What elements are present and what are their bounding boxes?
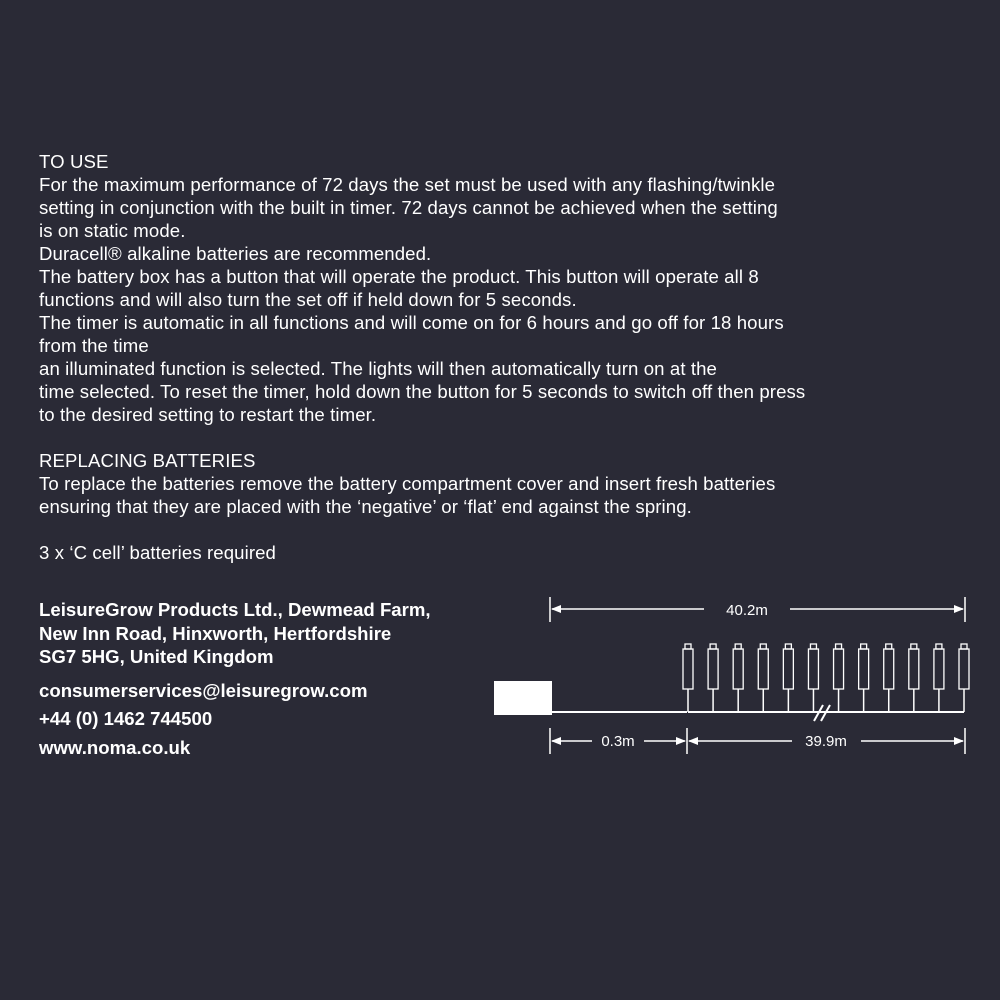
bulb [758, 644, 768, 712]
to-use-line: The battery box has a button that will operate the product. This button will operate all 8 [39, 266, 759, 287]
bulb [783, 644, 793, 712]
address-line: New Inn Road, Hinxworth, Hertfordshire [39, 622, 392, 644]
to-use-line: For the maximum performance of 72 days the set must be used with any flashing/twinkle [39, 174, 776, 195]
address-line: SG7 5HG, United Kingdom [39, 646, 274, 667]
batteries-required: 3 x ‘C cell’ batteries required [39, 542, 277, 563]
to-use-line: time selected. To reset the timer, hold down the button for 5 seconds to switch off then press [39, 381, 806, 402]
total-length-label: 40.2m [726, 602, 768, 619]
to-use-line: from the time [39, 335, 149, 356]
to-use-line: is on static mode. [39, 220, 186, 241]
to-use-line: to the desired setting to restart the timer. [39, 404, 377, 425]
to-use-line: The timer is automatic in all functions and will come on for 6 hours and go off for 18 hours [39, 312, 784, 333]
email-link[interactable]: consumerservices@leisuregrow.com [39, 679, 368, 701]
address-line: LeisureGrow Products Ltd., Dewmead Farm, [39, 599, 431, 620]
phone-number: +44 (0) 1462 744500 [39, 708, 213, 729]
website-link[interactable]: www.noma.co.uk [39, 736, 191, 758]
bulb [859, 644, 869, 712]
to-use-line: functions and will also turn the set off if held down for 5 seconds. [39, 289, 577, 310]
bulb-string [683, 644, 969, 712]
replacing-line: To replace the batteries remove the battery compartment cover and insert fresh batteries [39, 473, 776, 494]
battery-box [494, 681, 552, 715]
bulb [834, 644, 844, 712]
to-use-line: setting in conjunction with the built in timer. 72 days cannot be achieved when the setting [39, 197, 778, 218]
bulb [884, 644, 894, 712]
bulb [909, 644, 919, 712]
bulb [959, 644, 969, 712]
to-use-line: an illuminated function is selected. The lights will then automatically turn on at the [39, 358, 718, 379]
lit-length-label: 39.9m [805, 733, 847, 750]
lead-length-label: 0.3m [601, 733, 635, 750]
to-use-heading: TO USE [39, 151, 109, 172]
bulb [708, 644, 718, 712]
bulb [733, 644, 743, 712]
bulb [683, 644, 693, 712]
bulb [934, 644, 944, 712]
replacing-line: ensuring that they are placed with the ‘negative’ or ‘flat’ end against the spring. [39, 496, 692, 517]
bulb [808, 644, 818, 712]
replacing-heading: REPLACING BATTERIES [39, 450, 256, 471]
to-use-line: Duracell® alkaline batteries are recommended. [39, 243, 432, 264]
